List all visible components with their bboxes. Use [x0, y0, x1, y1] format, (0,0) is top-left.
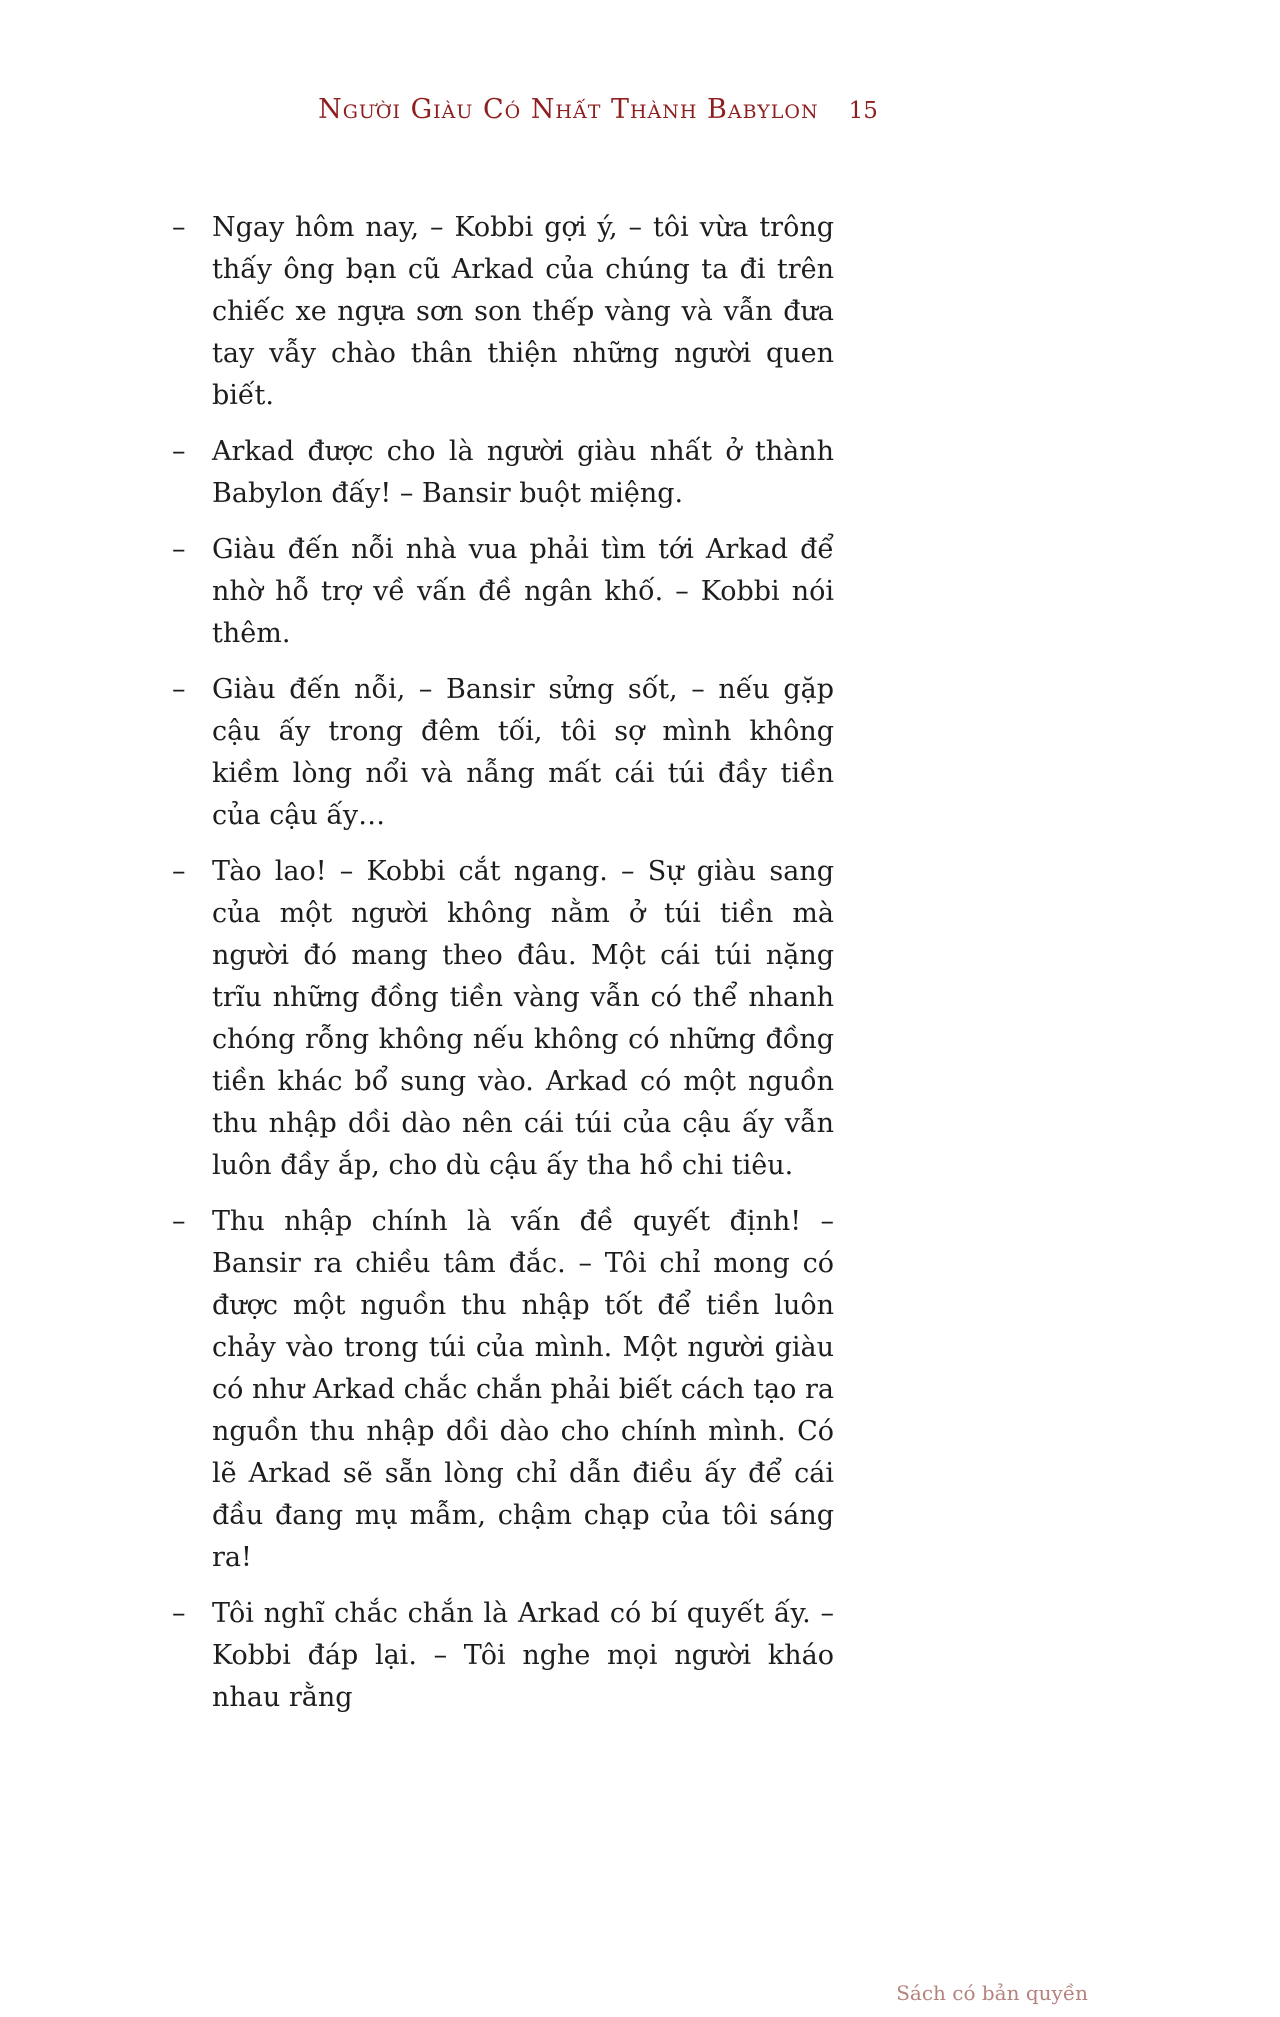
dialogue-paragraph [172, 431, 834, 515]
page-number: 15 [848, 98, 878, 124]
running-title: Người Giàu Có Nhất Thành Babylon [318, 94, 819, 125]
dialogue-paragraph [172, 529, 834, 655]
dialogue-dash: – [172, 436, 186, 467]
paragraph-text: Giàu đến nỗi, – Bansir sửng sốt, – nếu gặp cậu ấy trong đêm tối, tôi sợ mình không kiềm lòng nổi và nẫng mất cái túi đầy tiền của cậu ấy… [212, 674, 834, 831]
dialogue-dash: – [172, 1598, 186, 1629]
dialogue-dash: – [172, 1206, 186, 1237]
body-text-block [172, 207, 834, 1719]
paragraph-text: Arkad được cho là người giàu nhất ở thành Babylon đấy! – Bansir buột miệng. [212, 436, 834, 509]
paragraph-text: Tôi nghĩ chắc chắn là Arkad có bí quyết ấy. – Kobbi đáp lại. – Tôi nghe mọi người kháo nhau rằng [212, 1598, 834, 1713]
paragraph-text: Thu nhập chính là vấn đề quyết định! – Bansir ra chiều tâm đắc. – Tôi chỉ mong có được một nguồn thu nhập tốt để tiền luôn chảy vào trong túi của mình. Một người giàu có như Arkad chắc chắn phải biết cách tạo ra nguồn thu nhập dồi dào cho chính mình. Có lẽ Arkad sẽ sẵn lòng chỉ dẫn điều ấy để cái đầu đang mụ mẫm, chậm chạp của tôi sáng ra! [212, 1206, 834, 1573]
dialogue-dash: – [172, 674, 186, 705]
paragraph-text: Ngay hôm nay, – Kobbi gợi ý, – tôi vừa trông thấy ông bạn cũ Arkad của chúng ta đi trên chiếc xe ngựa sơn son thếp vàng và vẫn đưa tay vẫy chào thân thiện những người quen biết. [212, 212, 834, 411]
paragraph-text: Tào lao! – Kobbi cắt ngang. – Sự giàu sang của một người không nằm ở túi tiền mà người đó mang theo đâu. Một cái túi nặng trĩu những đồng tiền vàng vẫn có thể nhanh chóng rỗng không nếu không có những đồng tiền khác bổ sung vào. Arkad có một nguồn thu nhập dồi dào nên cái túi của cậu ấy vẫn luôn đầy ắp, cho dù cậu ấy tha hồ chi tiêu. [212, 856, 834, 1181]
dialogue-paragraph [172, 207, 834, 417]
dialogue-paragraph [172, 669, 834, 837]
dialogue-paragraph [172, 1593, 834, 1719]
paragraph-text: Giàu đến nỗi nhà vua phải tìm tới Arkad để nhờ hỗ trợ về vấn đề ngân khố. – Kobbi nói thêm. [212, 534, 834, 649]
dialogue-dash: – [172, 856, 186, 887]
dialogue-dash: – [172, 212, 186, 243]
dialogue-dash: – [172, 534, 186, 565]
dialogue-paragraph [172, 1201, 834, 1579]
dialogue-paragraph [172, 851, 834, 1187]
copyright-note: Sách có bản quyền [896, 1981, 1088, 2005]
page-header [0, 0, 1238, 125]
